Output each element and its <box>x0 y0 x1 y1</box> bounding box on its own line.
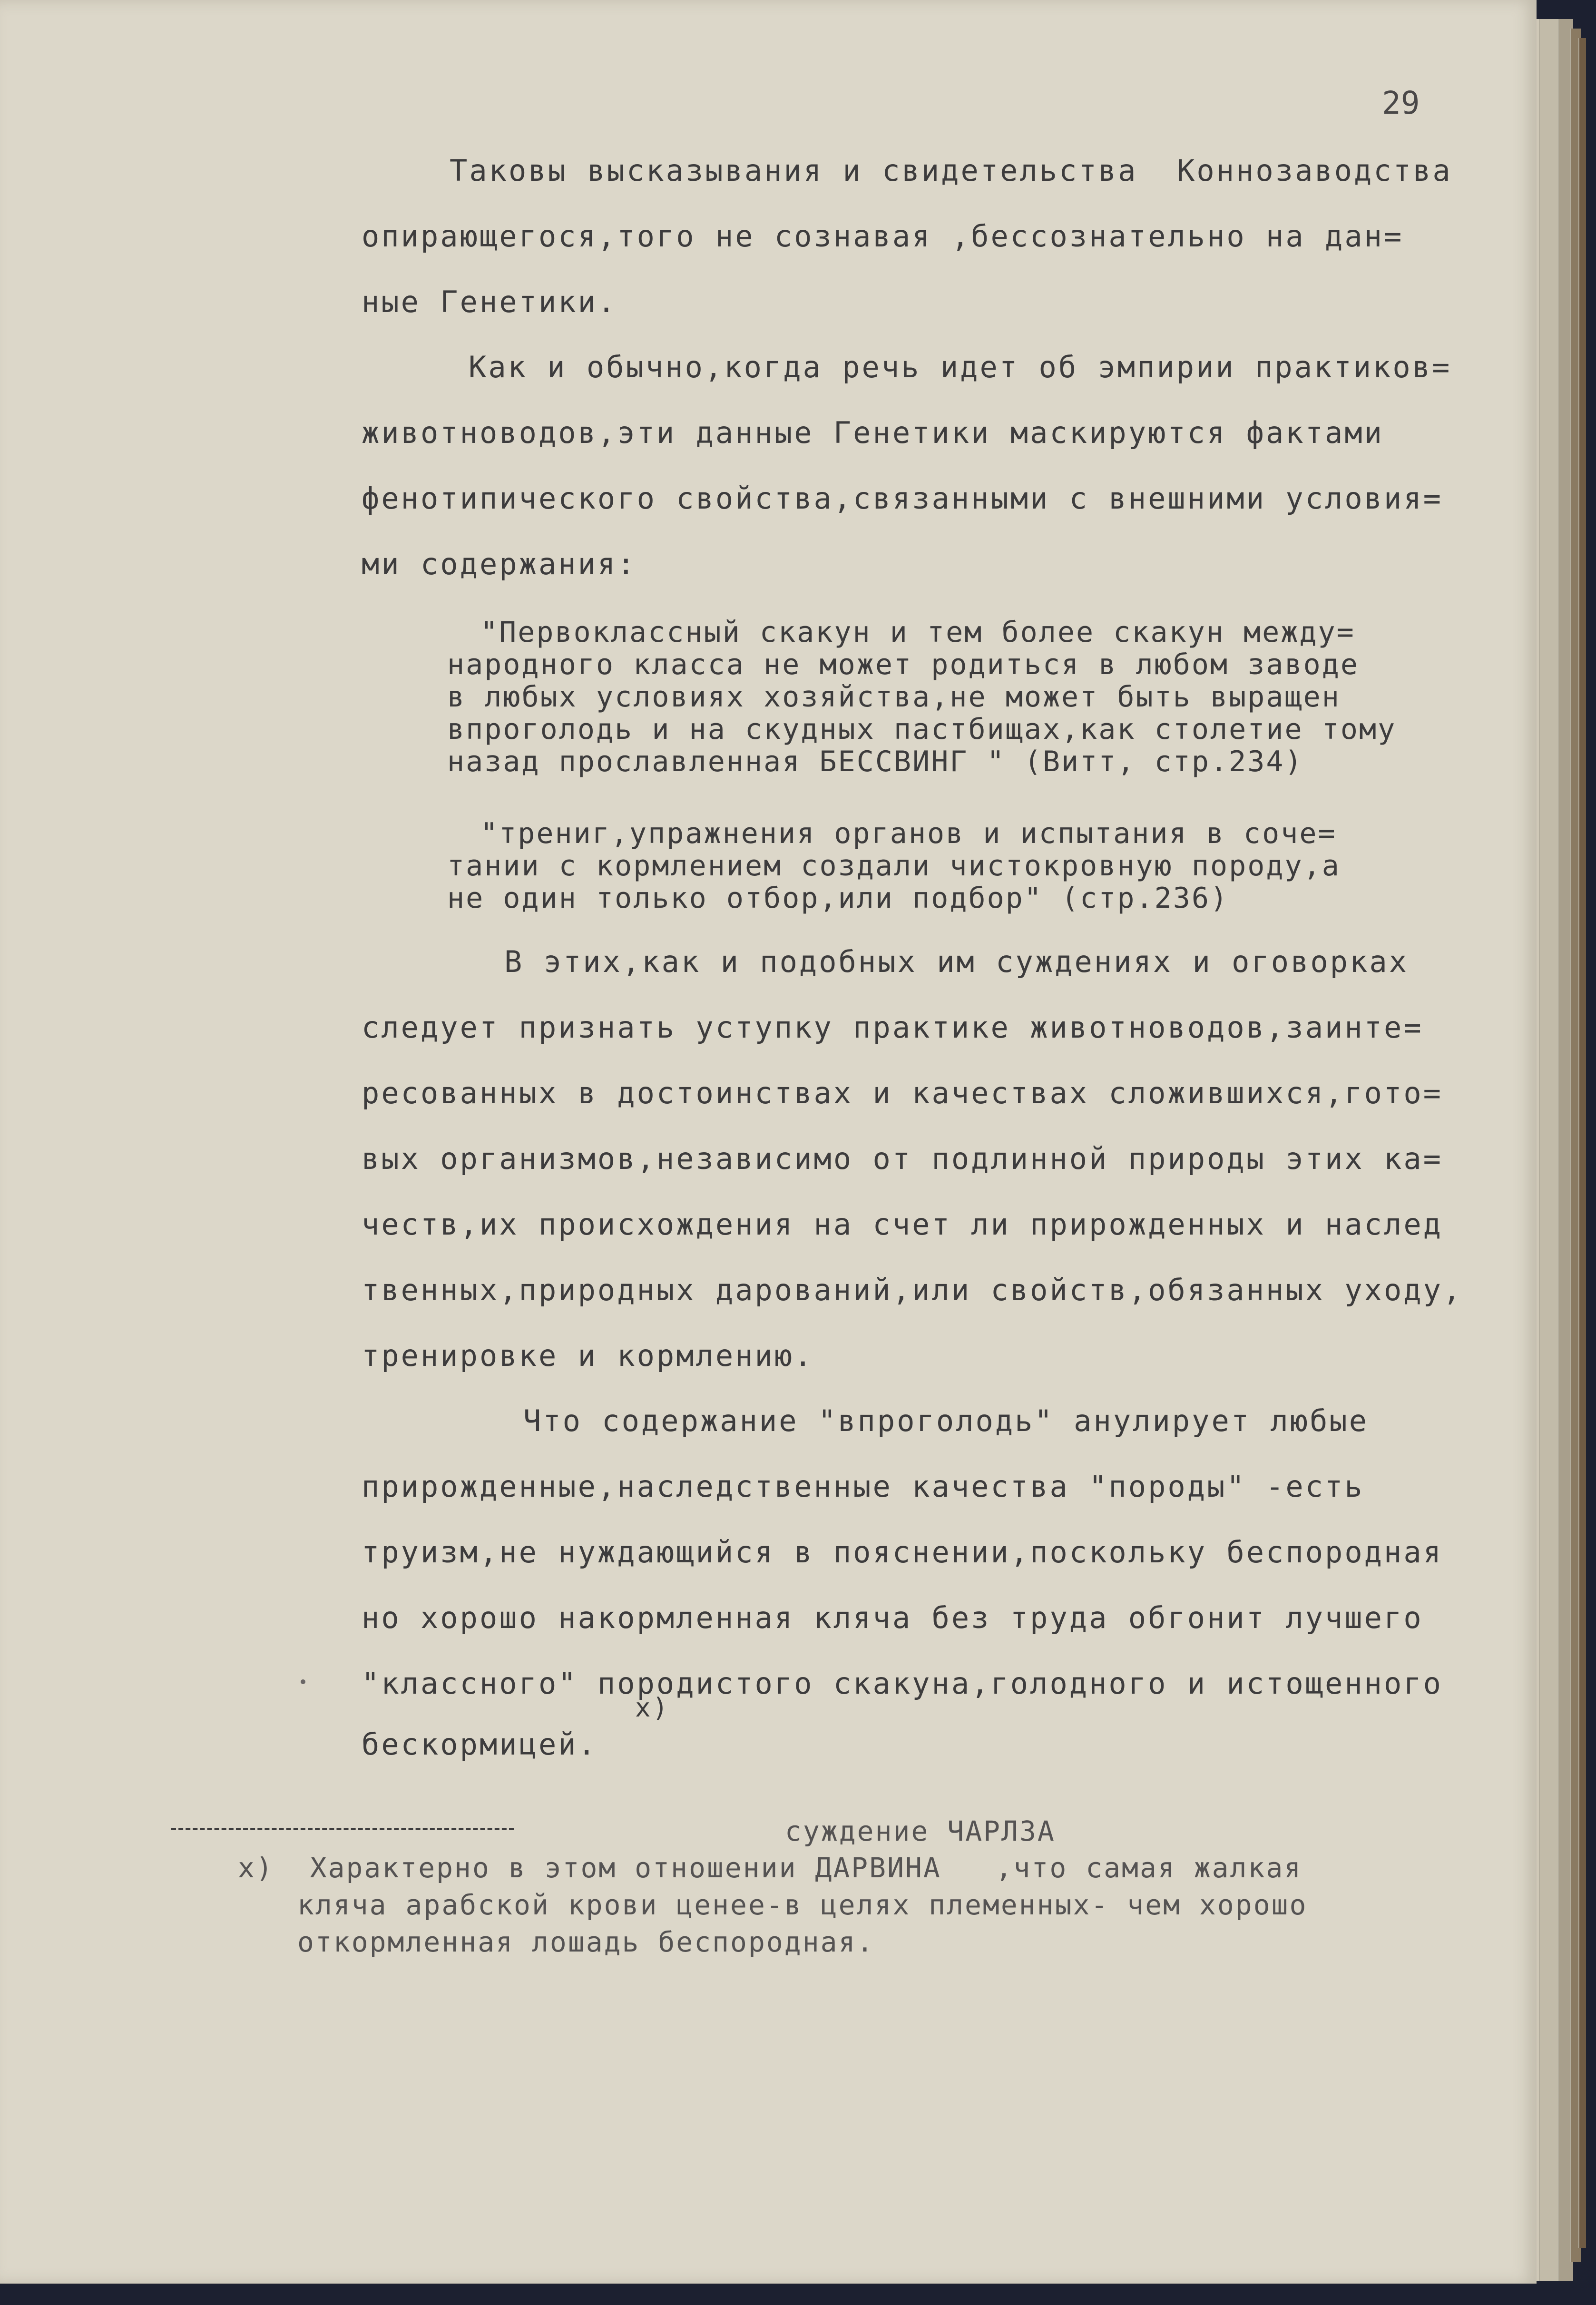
text-line: следует признать уступку практике животноводов,заинте= <box>362 1010 1423 1045</box>
text-line: фенотипического свойства,связанными с внешними условия= <box>362 481 1443 516</box>
quote-line: народного класса не может родиться в любом заводе <box>447 648 1360 681</box>
text-line: "классного" породистого скакуна,голодного и истощенного <box>362 1666 1443 1701</box>
footnote-line: х) Характерно в этом отношении ДАРВИНА ,что самая жалкая <box>238 1852 1302 1884</box>
text-line: животноводов,эти данные Генетики маскируются фактами <box>362 415 1384 450</box>
text-line: В этих,как и подобных им суждениях и оговорках <box>504 944 1409 979</box>
quote-line: "Первоклассный скакун и тем более скакун между= <box>480 616 1355 649</box>
quote-line: тании с кормлением создали чистокровную породу,а <box>447 849 1341 883</box>
quote-line: не один только отбор,или подбор" (стр.236) <box>447 882 1229 915</box>
margin-dot <box>301 1679 305 1684</box>
text-line: прирожденные,наследственные качества "породы" -есть <box>362 1469 1364 1504</box>
binding-edge <box>1578 38 1586 2248</box>
footnote-marker: х) <box>635 1693 670 1723</box>
footnote-separator <box>171 1828 514 1830</box>
text-line: вых организмов,независимо от подлинной природы этих ка= <box>362 1141 1443 1176</box>
quote-line: впроголодь и на скудных пастбищах,как столетие тому <box>447 713 1397 746</box>
page-number: 29 <box>1382 85 1420 121</box>
text-line: твенных,природных дарований,или свойств,обязанных уходу, <box>362 1273 1463 1307</box>
quote-line: назад прославленная БЕССВИНГ " (Витт, стр.234) <box>447 745 1303 778</box>
quote-line: в любых условиях хозяйства,не может быть выращен <box>447 680 1341 714</box>
text-line: бескормицей. <box>362 1727 597 1762</box>
text-line: ные Генетики. <box>362 284 617 319</box>
text-line: Как и обычно,когда речь идет об эмпирии практиков= <box>469 350 1452 384</box>
text-line: Что содержание "впроголодь" анулирует любые <box>523 1403 1369 1438</box>
footnote-line: откормленная лошадь беспородная. <box>297 1926 875 1958</box>
text-line: Таковы высказывания и свидетельства Коннозаводства <box>450 153 1452 188</box>
text-line: труизм,не нуждающийся в пояснении,поскольку беспородная <box>362 1535 1443 1569</box>
text-line: ресованных в достоинствах и качествах сложившихся,гото= <box>362 1076 1443 1110</box>
text-line: опирающегося,того не сознавая ,бессознательно на дан= <box>362 219 1404 254</box>
text-line: тренировке и кормлению. <box>362 1338 814 1373</box>
text-line: честв,их происхождения на счет ли прирожденных и наслед <box>362 1207 1443 1242</box>
footnote-insertion: суждение ЧАРЛЗА <box>785 1815 1056 1847</box>
text-line: ми содержания: <box>362 547 637 581</box>
footnote-line: кляча арабской крови ценее-в целях племенных- чем хорошо <box>297 1889 1308 1921</box>
quote-line: "трениг,упражнения органов и испытания в соче= <box>480 817 1337 850</box>
text-line: но хорошо накормленная кляча без труда обгонит лучшего <box>362 1600 1423 1635</box>
